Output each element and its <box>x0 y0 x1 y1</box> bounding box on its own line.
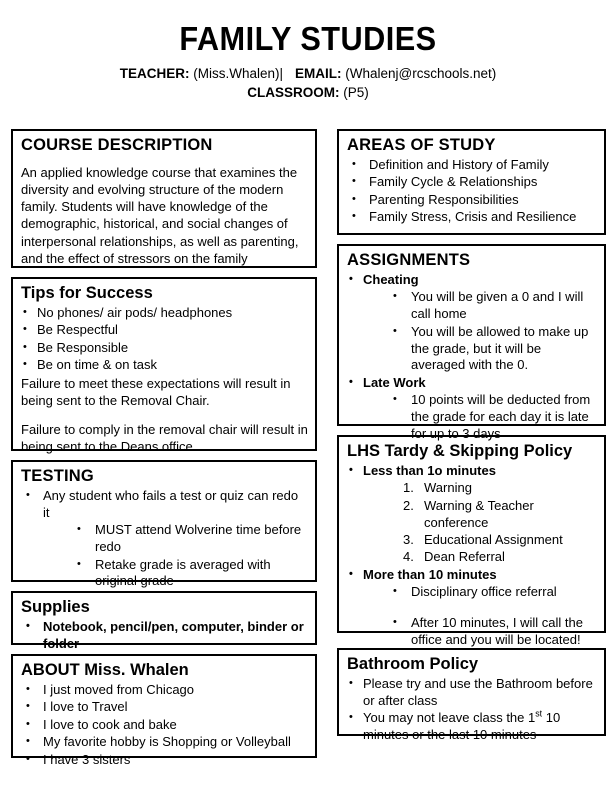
list-item: • Be Responsible <box>21 340 308 357</box>
list-item: • I love to Travel <box>21 699 308 716</box>
testing-sublist <box>67 522 308 590</box>
list-item: • Cheating <box>347 272 597 289</box>
teacher-label: TEACHER: <box>119 65 190 81</box>
course-description-title: COURSE DESCRIPTION <box>21 136 213 154</box>
classroom-label: CLASSROOM: <box>247 84 340 100</box>
list-item: • Retake grade is averaged with original grade <box>67 557 308 591</box>
list-item: Warning & Teacher conference <box>424 497 534 530</box>
list-item: Warning <box>424 480 472 496</box>
areas-of-study-box <box>337 129 606 235</box>
tips-for-success-box <box>11 277 317 454</box>
bathroom-policy-list <box>347 676 597 744</box>
list-item: • Family Stress, Crisis and Resilience <box>347 209 597 226</box>
list-item: • After 10 minutes, I will call the office and you will be located! <box>383 615 597 649</box>
course-description-body: An applied knowledge course that examines the diversity and evolving structure of the modern family. Students will have knowledge of the demographic, historical, and social changes of interpersonal relationships, as well as parenting, and the effect of stressors on the family <box>21 164 299 266</box>
list-item: • More than 10 minutes <box>347 567 597 584</box>
about-teacher-title: ABOUT Miss. Whalen <box>21 661 189 679</box>
list-item <box>347 710 597 744</box>
bathroom-bullet2-post: 10 minutes or the last 10 minutes <box>363 710 561 743</box>
tardy-policy-title: LHS Tardy & Skipping Policy <box>347 442 573 460</box>
about-teacher-box <box>11 654 317 767</box>
teacher-value: (Miss.Whalen) <box>193 65 280 81</box>
classroom-value: (P5) <box>343 84 369 100</box>
list-item: • I just moved from Chicago <box>21 682 308 699</box>
list-item: • MUST attend Wolverine time before redo <box>67 522 308 556</box>
right-column <box>337 129 606 745</box>
tips-for-success-title: Tips for Success <box>21 284 153 302</box>
list-item: • Less than 1o minutes <box>347 463 597 480</box>
tardy-less-than-group <box>347 463 597 480</box>
assignments-latework-sublist <box>383 392 597 443</box>
assignments-latework-group <box>347 375 597 392</box>
bathroom-bullet2-pre: You may not leave class the 1 <box>363 710 536 726</box>
course-description-box <box>11 129 317 268</box>
list-item: Educational Assignment <box>424 532 563 548</box>
email-value: (Whalenj@rcschools.net) <box>345 65 497 81</box>
email-label: EMAIL: <box>295 65 342 81</box>
assignments-cheating-group <box>347 272 597 289</box>
list-item: • Definition and History of Family <box>347 157 597 174</box>
list-item: • Family Cycle & Relationships <box>347 174 597 191</box>
list-item: • My favorite hobby is Shopping or Volleyball <box>21 734 308 751</box>
tips-paragraph-2: Failure to comply in the removal chair will result in being sent to the Deans office. <box>21 421 308 454</box>
testing-title: TESTING <box>21 467 94 485</box>
testing-box <box>11 460 317 589</box>
left-column <box>11 129 317 767</box>
areas-of-study-list <box>347 157 597 226</box>
tardy-policy-box <box>337 435 606 647</box>
areas-of-study-title: AREAS OF STUDY <box>347 136 496 154</box>
bathroom-policy-box <box>337 648 606 743</box>
list-item: • 10 points will be deducted from the grade for each day it is late for up to 3 days <box>383 392 597 443</box>
list-item: • I have 3 sisters <box>21 752 308 769</box>
tardy-more-than-group <box>347 567 597 584</box>
assignments-box <box>337 244 606 441</box>
tardy-steps-list <box>403 480 597 566</box>
list-item: • Parenting Responsibilities <box>347 192 597 209</box>
list-item: • You will be given a 0 and I will call home <box>383 289 597 323</box>
bathroom-policy-title: Bathroom Policy <box>347 655 479 673</box>
ordinal-suffix: st <box>535 708 543 719</box>
list-item: • I love to cook and bake <box>21 717 308 734</box>
about-teacher-list <box>21 682 308 768</box>
list-spacer <box>383 602 597 615</box>
list-item: • Be Respectful <box>21 322 308 339</box>
separator-pipe: | <box>279 65 283 81</box>
supplies-list <box>21 619 308 653</box>
testing-list <box>21 488 308 522</box>
list-item: • Any student who fails a test or quiz can redo it <box>21 488 308 522</box>
supplies-title: Supplies <box>21 598 90 616</box>
supplies-box <box>11 591 317 651</box>
list-item: Dean Referral <box>424 549 505 565</box>
teacher-email-line <box>0 64 616 83</box>
list-item: • Please try and use the Bathroom before or after class <box>347 676 597 710</box>
list-item: • Disciplinary office referral <box>383 584 597 601</box>
assignments-title: ASSIGNMENTS <box>347 251 471 269</box>
list-item: • Notebook, pencil/pen, computer, binder or folder <box>21 619 308 653</box>
list-item: • No phones/ air pods/ headphones <box>21 305 308 322</box>
list-item: • Late Work <box>347 375 597 392</box>
tips-for-success-list <box>21 305 308 374</box>
list-item: • Be on time & on task <box>21 357 308 374</box>
tips-paragraph-1: Failure to meet these expectations will result in being sent to the Removal Chair. <box>21 375 291 408</box>
document-header <box>0 0 616 102</box>
tardy-more-than-sublist <box>383 584 597 649</box>
list-item: • You will be allowed to make up the grade, but it will be averaged with the 0. <box>383 324 597 375</box>
page-title: FAMILY STUDIES <box>179 20 437 57</box>
assignments-cheating-sublist <box>383 289 597 374</box>
classroom-line <box>0 83 616 102</box>
